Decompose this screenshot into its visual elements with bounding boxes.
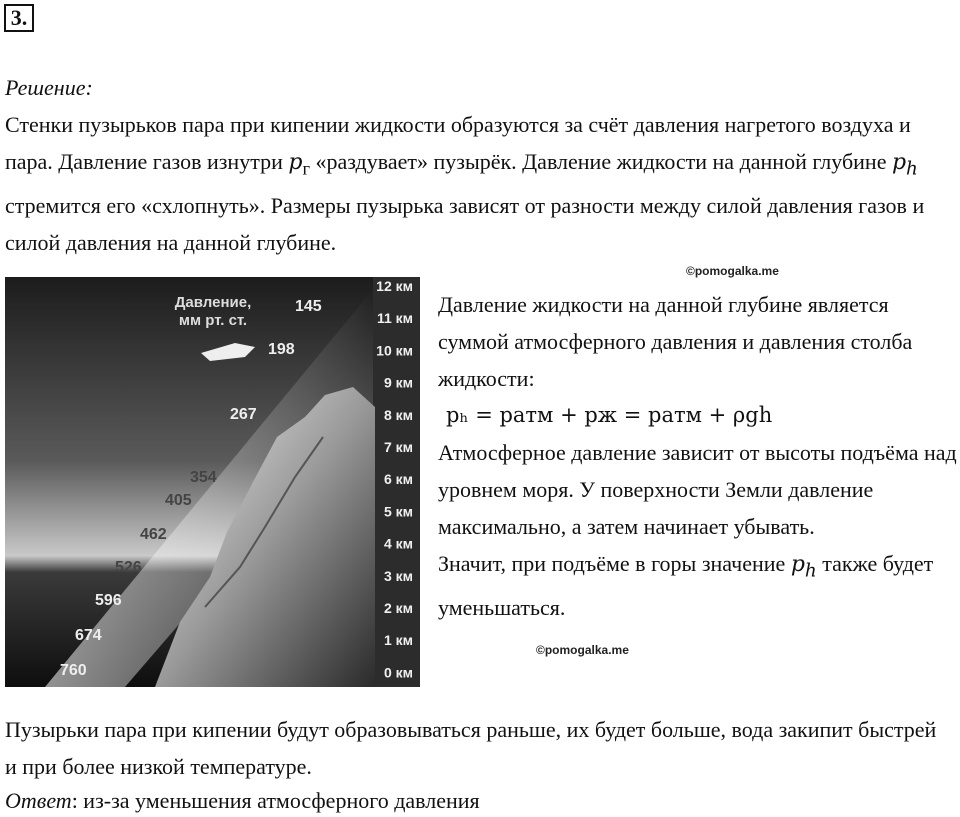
pressure-label: 405 [165, 492, 192, 509]
legend-line-1: Давление, [174, 294, 252, 311]
altitude-label: 8 км [383, 406, 413, 423]
var-p-gas: p [288, 150, 303, 175]
conclusion-part-1: Значит, при подъёме в горы значение [438, 551, 791, 576]
altitude-label: 4 км [383, 535, 413, 552]
pressure-label: 198 [268, 341, 295, 358]
altitude-pressure-figure [5, 277, 420, 687]
altitude-label: 3 км [383, 567, 413, 584]
conclusion-text [438, 545, 958, 626]
pressure-label: 145 [295, 298, 322, 315]
watermark-bottom: ©pomogalka.me [536, 643, 629, 657]
altitude-label: 10 км [376, 342, 413, 359]
pressure-label: 674 [75, 627, 102, 644]
pressure-label: 354 [190, 469, 217, 486]
pressure-label: 267 [230, 406, 257, 423]
pressure-label: 596 [95, 592, 122, 609]
var-p-gas-sub: г [302, 158, 310, 179]
paragraph-part-2: «раздувает» пузырёк. Давление жидкости на данной глубине [309, 149, 892, 174]
altitude-label: 5 км [383, 503, 413, 520]
pressure-label: 526 [115, 559, 142, 576]
watermark-top: ©pomogalka.me [686, 264, 779, 278]
altitude-label: 0 км [383, 664, 413, 681]
pressure-formula: pₕ = pатм + pж = pатм + ρgh [446, 403, 773, 427]
conclusion-part-2: также будет уменьшаться. [438, 551, 934, 621]
altitude-label: 9 км [383, 374, 413, 391]
conclusion-var: p [790, 552, 805, 577]
intro-text: Давление жидкости на данной глубине является суммой атмосферного давления и давления столба жидкости: [438, 292, 913, 391]
paragraph-part-1: Стенки пузырьков пара при кипении жидкости образуются за счёт давления нагретого воздуха и пара. Давление газов изнутри [5, 112, 911, 174]
altitude-label: 6 км [383, 471, 413, 488]
conclusion-var-sub: h [804, 560, 817, 582]
pressure-label: 462 [140, 526, 167, 543]
figure-svg [5, 277, 420, 687]
right-column-text [438, 286, 958, 626]
answer-text: : из-за уменьшения атмосферного давления [71, 788, 480, 813]
solution-label: Решение: [5, 75, 93, 100]
answer-line [5, 786, 480, 816]
altitude-label: 12 км [376, 278, 413, 294]
answer-label: Ответ [5, 788, 72, 813]
altitude-label: 2 км [383, 600, 413, 616]
altitude-label: 11 км [376, 310, 413, 327]
solution-paragraph [5, 106, 950, 261]
explanation-text: Атмосферное давление зависит от высоты подъёма над уровнем моря. У поверхности Земли давление максимально, а затем начинает убывать. [438, 440, 957, 539]
altitude-label: 1 км [383, 632, 413, 649]
var-p-depth-sub: h [906, 158, 918, 180]
bottom-paragraph: Пузырьки пара при кипении будут образовываться раньше, их будет больше, вода закипит быстрей и при более низкой температуре. [5, 717, 937, 779]
pressure-label: 760 [60, 662, 87, 679]
paragraph-part-3: стремится его «схлопнуть». Размеры пузырька зависят от разности между силой давления газов и силой давления на данной глубине. [5, 193, 925, 256]
var-p-depth: p [891, 150, 907, 175]
legend-line-2: мм рт. ст. [178, 312, 248, 329]
task-number: 3. [4, 4, 34, 32]
altitude-label: 7 км [383, 439, 413, 455]
